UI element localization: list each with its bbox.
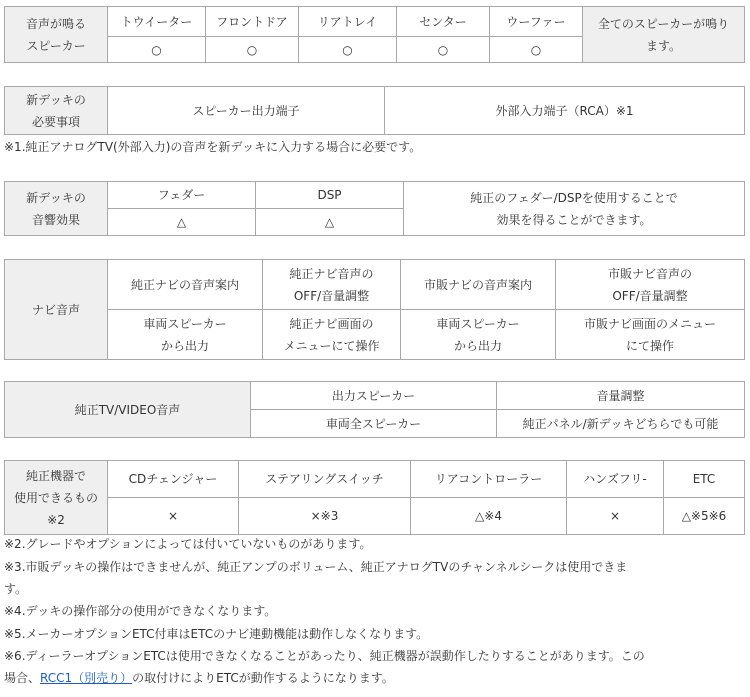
oem-devices-header-label: 純正機器で 使用できるもの ※2 — [13, 468, 98, 527]
speaker-note-text: 全てのスピーカーが鳴り ます。 — [597, 16, 730, 53]
navi-audio-col-aftermarket-volume — [556, 260, 745, 310]
navi-audio-value-aftermarket-volume — [556, 310, 745, 360]
sound-effect-header-label: 新デッキの 音響効果 — [26, 190, 86, 227]
note-1: ※1.純正アナログTV(外部入力)の音声を新デッキに入力する場合に必要です。 — [4, 140, 422, 154]
speaker-col-center: センター — [397, 7, 490, 37]
navi-audio-col-oem-guidance — [108, 260, 263, 310]
tv-video-table — [4, 381, 745, 438]
speaker-value-rear-tray: ○ — [299, 37, 397, 63]
note-6: ※6.ディーラーオプションETCは使用できなくなることがあったり、純正機器が誤動作したりすることがあります。この — [4, 649, 645, 663]
navi-audio-value-oem-guidance — [108, 310, 263, 360]
speaker-header — [5, 7, 108, 63]
note-3: ※3.市販デッキの操作はできませんが、純正アンプのボリューム、純正アナログTVのチャンネルシークは使用できま — [4, 560, 628, 574]
requirements-external-input: 外部入力端子（RCA）※1 — [385, 87, 745, 135]
oem-devices-value-steering-switch: ×※3 — [239, 498, 411, 535]
speaker-header-label: 音声が鳴る スピーカー — [25, 16, 86, 53]
navi-audio-value-aftermarket-guidance-text: 車両スピーカー から出力 — [436, 316, 520, 353]
navi-audio-col-oem-guidance-label: 純正ナビの音声案内 — [130, 277, 239, 292]
oem-devices-value-rear-controller: △※4 — [411, 498, 567, 535]
speaker-value-front-door: ○ — [206, 37, 299, 63]
navi-audio-value-oem-guidance-text: 車両スピーカー から出力 — [143, 316, 227, 353]
requirements-header-label: 新デッキの 必要事項 — [26, 92, 86, 129]
oem-devices-table — [4, 460, 745, 535]
tv-video-col-volume: 音量調整 — [497, 382, 745, 410]
speaker-table — [4, 6, 745, 63]
navi-audio-header: ナビ音声 — [5, 260, 108, 360]
sound-effect-value-fader: △ — [108, 209, 256, 236]
speaker-note — [583, 7, 745, 63]
sound-effect-value-dsp: △ — [256, 209, 404, 236]
navi-audio-col-oem-volume-label: 純正ナビ音声の OFF/音量調整 — [289, 266, 374, 303]
oem-devices-value-etc: △※5※6 — [664, 498, 745, 535]
navi-audio-table — [4, 259, 745, 360]
oem-devices-header — [5, 461, 108, 535]
navi-audio-value-oem-volume-text: 純正ナビ画面の メニューにて操作 — [283, 316, 380, 353]
oem-devices-col-hands-free: ハンズフリ- — [567, 461, 664, 498]
tv-video-header: 純正TV/VIDEO音声 — [5, 382, 251, 438]
note-5: ※5.メーカーオプションETC付車はETCのナビ連動機能は動作しなくなります。 — [4, 627, 429, 641]
note-6-continued — [4, 670, 394, 686]
navi-audio-col-oem-volume — [263, 260, 401, 310]
navi-audio-col-aftermarket-guidance — [401, 260, 556, 310]
speaker-col-front-door: フロントドア — [206, 7, 299, 37]
requirements-table — [4, 86, 745, 135]
sound-effect-note — [404, 182, 745, 236]
oem-devices-value-hands-free: × — [567, 498, 664, 535]
navi-audio-col-aftermarket-guidance-label: 市販ナビの音声案内 — [423, 277, 532, 292]
note-4: ※4.デッキの操作部分の使用ができなくなります。 — [4, 604, 277, 618]
note-6-prefix: 場合、 — [4, 671, 41, 685]
speaker-col-rear-tray: リアトレイ — [299, 7, 397, 37]
rcc1-link[interactable]: RCC1（別売り） — [40, 671, 133, 685]
tv-video-col-output-speaker: 出力スピーカー — [251, 382, 497, 410]
speaker-col-woofer: ウーファー — [490, 7, 583, 37]
speaker-value-woofer: ○ — [490, 37, 583, 63]
oem-devices-value-cd-changer: × — [108, 498, 239, 535]
oem-devices-col-steering-switch: ステアリングスイッチ — [239, 461, 411, 498]
oem-devices-col-etc: ETC — [664, 461, 745, 498]
sound-effect-table — [4, 181, 745, 236]
sound-effect-header — [5, 182, 108, 236]
note-2: ※2.グレードやオプションによっては付いていないものがあります。 — [4, 537, 372, 551]
note-6-suffix: の取付けによりETCが動作するようになります。 — [132, 671, 394, 685]
navi-audio-value-aftermarket-volume-text: 市販ナビ画面のメニュー にて操作 — [583, 316, 716, 353]
tv-video-value-output-speaker: 車両全スピーカー — [251, 410, 497, 438]
requirements-speaker-output: スピーカー出力端子 — [108, 87, 385, 135]
sound-effect-note-text: 純正のフェダー/DSPを使用することで 効果を得ることができます。 — [470, 190, 678, 227]
speaker-value-tweeter: ○ — [108, 37, 206, 63]
sound-effect-col-fader: フェダー — [108, 182, 256, 209]
navi-audio-value-oem-volume — [263, 310, 401, 360]
oem-devices-col-cd-changer: CDチェンジャー — [108, 461, 239, 498]
speaker-col-tweeter: トウイーター — [108, 7, 206, 37]
navi-audio-col-aftermarket-volume-label: 市販ナビ音声の OFF/音量調整 — [607, 266, 692, 303]
sound-effect-col-dsp: DSP — [256, 182, 404, 209]
tv-video-value-volume: 純正パネル/新デッキどちらでも可能 — [497, 410, 745, 438]
speaker-value-center: ○ — [397, 37, 490, 63]
navi-audio-value-aftermarket-guidance — [401, 310, 556, 360]
note-3-continued: す。 — [4, 582, 28, 596]
requirements-header — [5, 87, 108, 135]
oem-devices-col-rear-controller: リアコントローラー — [411, 461, 567, 498]
